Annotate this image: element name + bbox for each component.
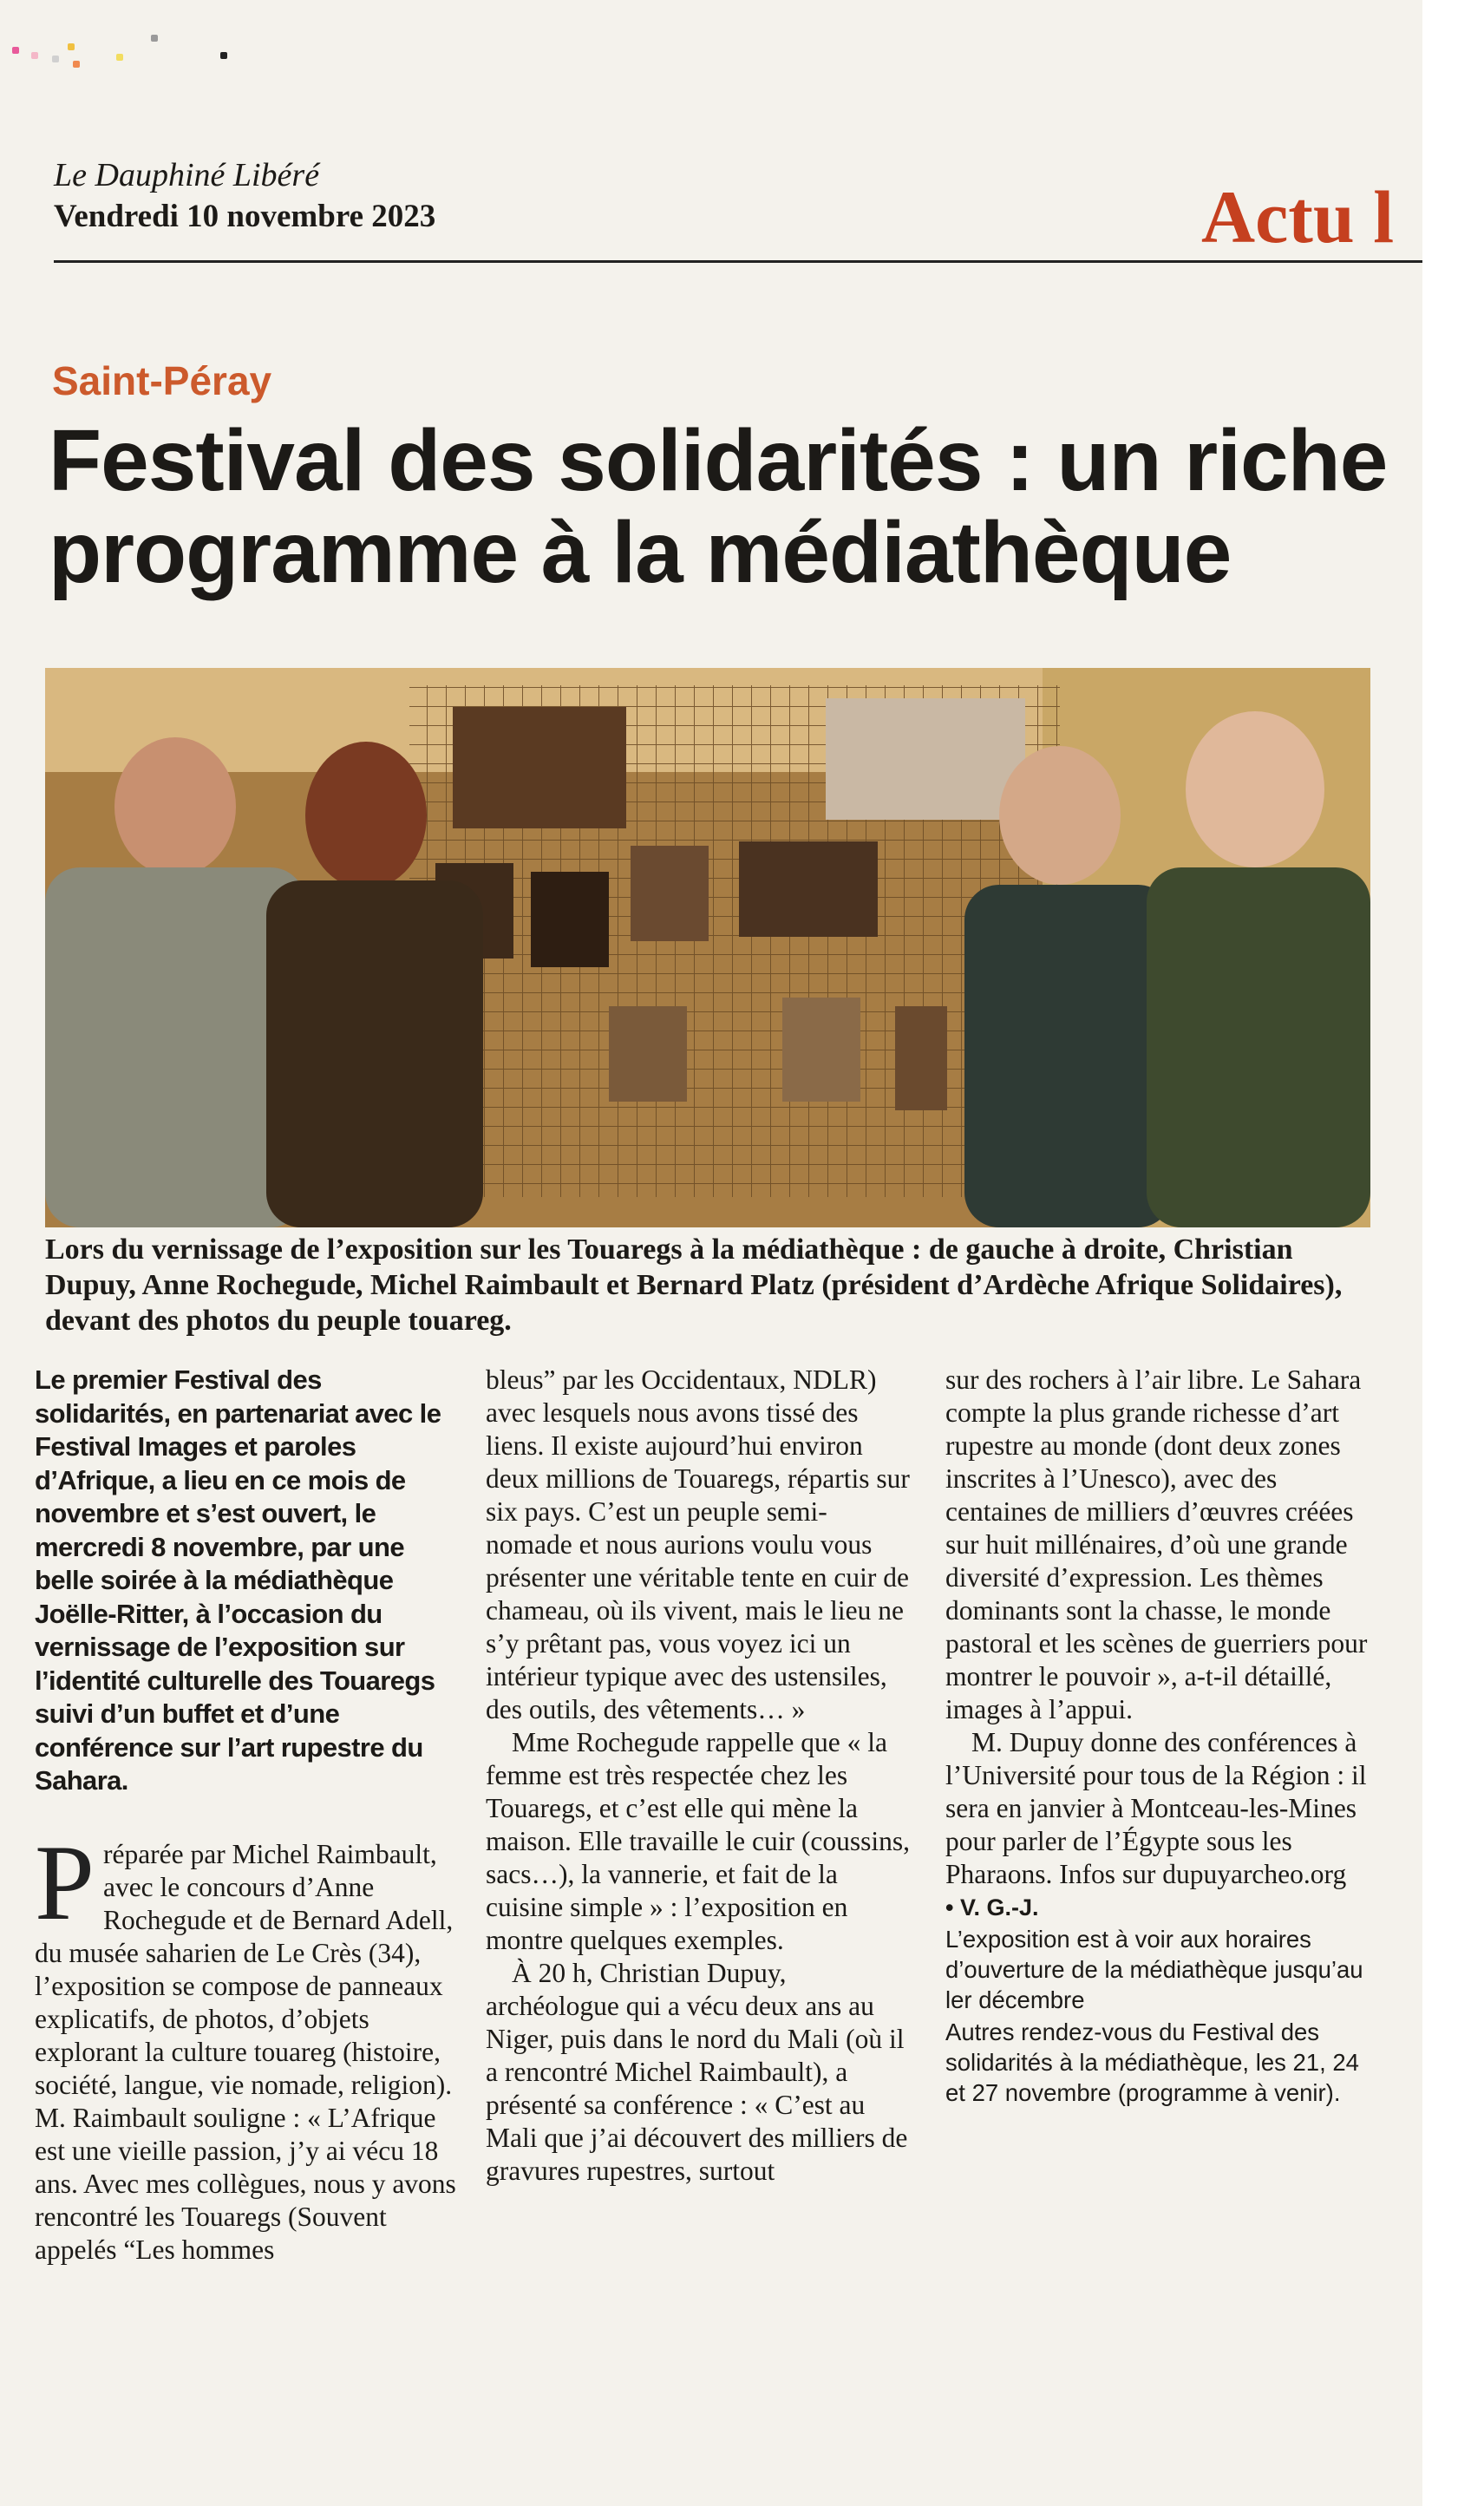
photo-caption: Lors du vernissage de l’exposition sur les Touaregs à la médiathèque : de gauche à droite, Christian Dupuy, Anne Rochegude, Michel Raimbault et Bernard Platz (président d’Ardèche Afrique Solidaires), devant des photos du peuple touareg. (45, 1233, 1343, 1337)
article-body-paragraph: À 20 h, Christian Dupuy, archéologue qui a vécu deux ans au Niger, puis dans le nord du Mali (où il a rencontré Michel Raimbault), a présenté sa conférence : « C’est au Mali que j’ai découvert des milliers de gravures rupestres, surtout (486, 1958, 908, 2186)
article-column-1 (35, 1364, 460, 2267)
article-body-paragraph: bleus” par les Occidentaux, NDLR) avec lesquels nous avons tissé des liens. Il existe aujourd’hui environ deux millions de Touaregs, répartis sur six pays. C’est un peuple semi-nomade et nous aurions voulu vous présenter une véritable tente en cuir de chameau, où ils vivent, mais le lieu ne s’y prêtant pas, vous voyez ici un intérieur typique avec des ustensiles, des outils, des vêtements… » (486, 1364, 910, 1724)
location-kicker: Saint-Péray (52, 358, 272, 403)
headline-line-1: Festival des solidarités : un riche (49, 412, 1388, 509)
headline-line-2: programme à la médiathèque (49, 504, 1232, 601)
article-body-paragraph: M. Dupuy donne des conférences à l’Université pour tous de la Région : il sera en janvier à Montceau-les-Mines pour parler de l’Égypte sous les Pharaons. Infos sur dupuyarcheo.org (945, 1727, 1367, 1889)
article-column-2 (486, 1364, 912, 2188)
headline (49, 412, 1402, 601)
practical-info: L’exposition est à voir aux horaires d’ouverture de la médiathèque jusqu’au ler décembre (945, 1926, 1363, 2013)
page-margin (1422, 0, 1484, 2506)
header-rule (54, 260, 1422, 263)
author-signature: • V. G.-J. (945, 1894, 1039, 1920)
article-lead: Le premier Festival des solidarités, en partenariat avec le Festival Images et paroles d’Afrique, a lieu en ce mois de novembre et s’est ouvert, le mercredi 8 novembre, par une belle soirée à la médiathèque Joëlle-Ritter, à l’occasion du vernissage de l’exposition sur l’identité culturelle des Touaregs suivi d’un buffet et d’une conférence sur l’art rupestre du Sahara. (35, 1364, 441, 1796)
newspaper-name: Le Dauphiné Libéré (54, 157, 320, 193)
drop-cap: P (35, 1822, 95, 1942)
article-body-paragraph: sur des rochers à l’air libre. Le Sahara compte la plus grande richesse d’art rupestre au monde (dont deux zones inscrites à l’Unesco), avec des centaines de milliers d’œuvres créées sur huit millénaires, d’où une grande diversité d’expression. Les thèmes dominants sont la chasse, le monde pastoral et les scènes de guerriers pour montrer le pouvoir », a-t-il détaillé, images à l’appui. (945, 1364, 1368, 1724)
practical-info: Autres rendez-vous du Festival des solidarités à la médiathèque, les 21, 24 et 27 novembre (programme à venir). (945, 2019, 1359, 2106)
article-column-3 (945, 1364, 1375, 2108)
article-body-paragraph: Mme Rochegude rappelle que « la femme est très respectée chez les Touaregs, et c’est elle qui mène la maison. Elle travaille le cuir (coussins, sacs…), la vannerie, et fait de la cuisine simple » : l’exposition en montre quelques exemples. (486, 1727, 910, 1955)
photo-illustration (45, 668, 1370, 1227)
article-body-paragraph: Préparée par Michel Raimbault, avec le concours d’Anne Rochegude et de Bernard Adell, du musée saharien de Le Crès (34), l’exposition se compose de panneaux explicatifs, de photos, d’objets explorant la culture touareg (histoire, société, langue, vie nomade, religion). M. Raimbault souligne : « L’Afrique est une vieille passion, j’y ai vécu 18 ans. Avec mes collègues, nous y avons rencontré les Touaregs (Souvent appelés “Les hommes (35, 1822, 456, 2265)
publication-date: Vendredi 10 novembre 2023 (54, 199, 436, 234)
article-photo (45, 668, 1370, 1227)
print-registration-marks (12, 35, 238, 61)
section-label: Actu l (1201, 175, 1395, 258)
